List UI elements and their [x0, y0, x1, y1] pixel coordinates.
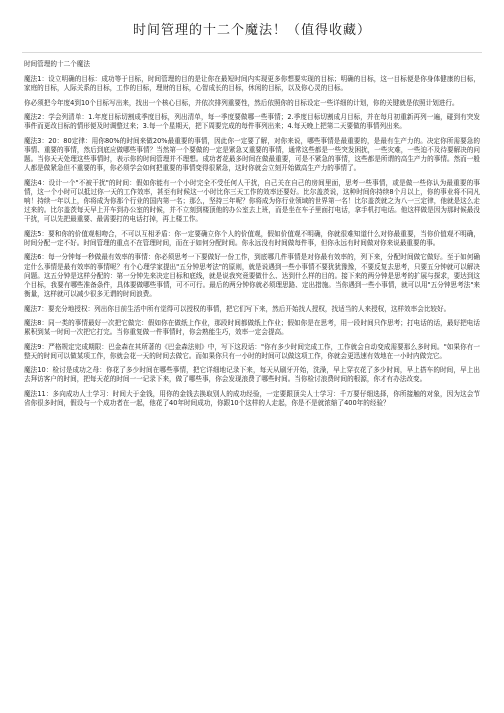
paragraph: 魔法3：20：80定律：用你80%的时间来做20%最重要的事情，因此你一定要了解，对你来说，哪些事情是最重要的，是最有生产力的。决定你所需要急的事情、重要的事情，然后到底应做哪些事情？当然第一个要做的一定是紧急又重要的事情，通常这些都是一些突发困扰，一些灾难，一些迫不及待要解决的问题。当你天天处理这些事情时，表示你的时间管理并不理想。成功者花最多时间在做最重要，可是不紧急的事情，这些都是所谓的高生产力的事情。然而一般人都是做紧急但不重要的事，你必须学会如何把重要的事情变得很紧急，这时你就会立刻开始做高生产力的事情了。 — [24, 136, 480, 173]
paragraph: 魔法9：严格规定完成期限：巴金森在其所著的《巴金森法则》中，写下这段话："你有多少时间完成工作，工作就会自动变成需要那么多时间。"如果你有一整天的时间可以做某项工作，你就会花一天的时间去做它。而如果你只有一小时的时间可以做这项工作，你就会更迅速有效地在一小时内做完它。 — [24, 342, 480, 360]
paragraph: 魔法11：多向成功人士学习：时间大于金钱，用你的金钱去换取别人的成功经验，一定要跟顶尖人士学习：千万要仔细选择，你所接触的对象，因为这会节省你很多时间，假设与一个成功者在一起，他花了40年时间成功，你跟10个这样的人走起，你是不是就浓缩了400年的经验？ — [24, 389, 480, 407]
paragraph: 魔法10：检讨是成功之母：你花了多少时间在哪些事情，把它详细地记录下来，每天从刷牙开始，洗澡，早上穿衣花了多少时间，早上搭车的时间，早上出去拜访客户的时间，把每天花的时间一一记录下来，做了哪些事，你会发现浪费了哪些时间。当你检讨浪费时间的根源，你才有办法改变。 — [24, 366, 480, 384]
paragraph: 魔法2：学会列清单：1.年度目标切割成季度目标，列出清单，每一季度要做哪一些事情；2.季度目标切割成月目标，并在每月初重新再列一遍，碰到有突发事件而更改目标的情形便及时调整过来；3.每一个星期天，把下周要完成的每件事列出来；4.每天晚上把第二天要做的事情列出来。 — [24, 112, 480, 131]
paragraph: 你必须把今年度4到10个目标写出来，找出一个核心目标，并依次排列重要性，然后依照你的目标设定一些详细的计划，你的关键就是依照计划进行。 — [24, 98, 459, 107]
paragraph: 魔法7：要充分地授权：列出你目前生活中所有觉得可以授权的事情，把它们写下来，然后开始找人授权，找适当的人来授权，这样效率会比较好。 — [24, 304, 451, 313]
paragraph: 魔法1：设立明确的目标：成功等于目标，时间管理的目的是让你在最短时间内实现更多你想要实现的目标；明确的目标，这一目标便是你身体健康的目标，家庭的目标，人际关系的目标，工作的目标，理财的目标，心智成长的目标，休闲的目标，以及你心灵的目标。 — [24, 75, 480, 93]
document-title: 时间管理的十二个魔法！（值得收藏） — [132, 23, 371, 38]
paragraph: 魔法5：要和你的价值观相吻合，不可以互相矛盾：你一定要确立你个人的价值观，假如价值观不明确，你就很难知道什么对你最重要，当你价值观不明确，时间分配一定不好。时间管理的重点不在管理时间，而在于如何分配时间。你永远没有时间做每件事，但你永远有时间做对你来说最重要的事。 — [24, 229, 480, 247]
paragraph: 魔法6：每一分钟每一秒做最有效率的事情：你必须思考一下要做好一份工作，到底哪几件事情是对你最有效率的，列下来，分配时间做它做好。至于如何确定什么事情是最有效率的事情呢？有个心理学家提出"五分钟思考法"的原则，就是说遇到一些小事情不要犹犹豫豫，不要反复去思考，只要五分钟就可以解决问题。这五分钟是这样分配的：第一分钟先来决定目标和底线，就是说我究竟要做什么、达到什么样的目的。接下来的两分钟是思考的扩展与探求，要达到这个目标，我要有哪些准备条件，具体要做哪些事情，可不可行。最后的两分钟你就必须理思路、定出措施。当你遇到一些小事情，就可以用"五分钟思考法"来衡量，这样就可以减少很多无谓的时间浪费。 — [24, 253, 480, 299]
title-divider — [22, 52, 482, 53]
paragraph: 魔法8：同一类的事情最好一次把它做完：假如你在做纸上作业，那段时间都做纸上作业；假如你是在思考，用一段时间只作思考；打电话的话，最好把电话累积到某一时间一次把它打完。当你重复做一件事情时，你会熟能生巧，效率一定会提高。 — [24, 318, 480, 337]
document-subtitle: 时间管理的十二个魔法 — [24, 60, 90, 68]
paragraph: 魔法4：设计一个"不被干扰"的时间：假如你能有一个小时完全不受任何人干扰，自己关在自己的房间里面，思考一些事情，或是做一些你认为最重要的事情，这一个小时可以抵过你一天的工作效率，甚至有时候这一小时比你三天工作的效率还要好。比尔盖茨说，这种时间你持续8个月以上，你的事业将不同凡响！持续一年以上，你将成为你那个行业的国内第一名；那么，坚持三年呢？你将成为你行业领域的世界第一名！比尔盖茨就之为八一三定律，他就是这么走过来的。比尔盖茨每天早上开车到办公室的时候，并不立刻到楼顶他的办公室去上班，而是坐在车子里面打电话，拿手机打电话。他这样做是因为那时候最没干扰，可以先把最重要、最需要打的电话打掉，再上楼工作。 — [24, 178, 480, 224]
